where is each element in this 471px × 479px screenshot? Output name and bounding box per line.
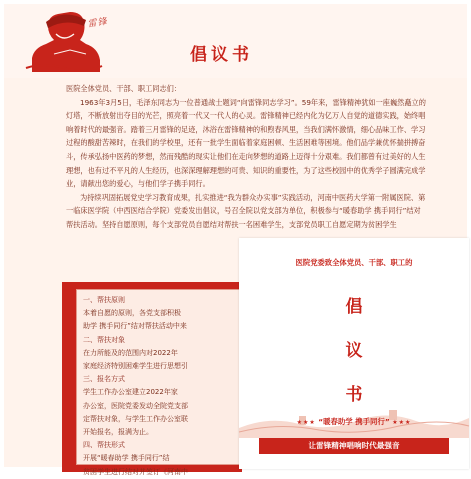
letter-paragraph: 1963年3月5日，毛泽东同志为一位普通战士题词“向雷锋同志学习”。59年来，雷锋精神犹如一座巍然矗立的灯塔，不断放射出夺目的光芒，照亮着一代又一代人的心灵。雷锋精神已经内化为亿万人自觉的道德实践，始终唱响着时代的最强音。踏着三月雷锋的足迹，沐浴在雷锋精神的和煦春风里，当我们满怀激情，细心品味工作、学习过程的酸甜苦辣时，在我们的学校里，还有一批学生面临着家庭困顿、生活困难等困境。他们品学兼优怀揣拼搏奋斗，传承弘扬中医药的梦想，然而残酷的现实让他们在走向梦想的道路上迈得十分艰难。我们都曾有过美好的人生理想，也有过不平凡的人生经历，也深深理解理想的可贵、知识的重要性，为了这些校园中的优秀学子圆满完成学业，请献出您的爱心，与他们学子携手同行。 <box>66 97 426 189</box>
poster-slogan <box>239 416 469 427</box>
poster-title-char: 议 <box>345 341 363 361</box>
plan-line: 开展“暖春助学 携手同行”结 <box>83 454 170 463</box>
letter-paragraph: 为持续巩固拓展党史学习教育成果，扎实推进“我为群众办实事”实践活动，河南中医药大学第一附属医院、第一临床医学院（中西医结合学院）党委发出倡议，号召全院以党支部为单位，积极参与“暖春助学 携手同行”结对帮扶活动。坚持自愿原则，每个支部党员自愿结对帮扶一名困难学生，支部党员职工自愿定期为贫困学生 <box>66 192 426 229</box>
lei-feng-calligraphy: 雷锋 <box>87 17 109 30</box>
document-header <box>4 4 467 78</box>
plan-line: 开始报名，报满为止。 <box>83 428 153 437</box>
letter-greeting: 医院全体党员、干部、职工同志们： <box>66 84 182 93</box>
poster-subtitle: 医院党委致全体党员、干部、职工的 <box>295 258 413 267</box>
poster-title-char: 书 <box>345 385 363 405</box>
poster-banner: 让雷锋精神唱响时代最强音 <box>259 438 449 454</box>
plan-line: 本着自愿的原则，各党支部积极 <box>83 309 181 318</box>
plan-line: 四、帮扶形式 <box>83 441 125 450</box>
plan-line: 家庭经济特别困难学生进行思想引 <box>83 362 188 371</box>
plan-line: 助学 携手同行”结对帮扶活动中来 <box>83 322 187 331</box>
plan-line: 二、帮扶对象 <box>83 335 125 344</box>
plan-line: 三、报名方式 <box>83 375 125 384</box>
letter-body <box>66 82 426 232</box>
poster-title-char: 倡 <box>345 297 363 317</box>
plan-line: 贫困学生进行结对并签订《河南中 <box>83 467 188 476</box>
document-title: 倡议书 <box>190 45 253 65</box>
plan-line: 办公室，医院党委发动全院党支部 <box>83 401 188 410</box>
plan-line: 定帮扶对象，与学生工作办公室联 <box>83 414 188 423</box>
plan-section <box>76 289 246 476</box>
page-frame <box>2 2 469 476</box>
plan-line: 在力所能及的范围内对2022年 <box>83 348 178 357</box>
star-icon: ★★★ <box>296 419 316 426</box>
slogan-text: “暖春助学 携手同行” <box>318 417 390 426</box>
proposal-poster <box>239 238 469 469</box>
plan-line: 学生工作办公室建立2022年家 <box>83 388 178 397</box>
plan-line: 一、帮扶原则 <box>83 296 125 304</box>
star-icon: ★★★ <box>392 419 412 426</box>
